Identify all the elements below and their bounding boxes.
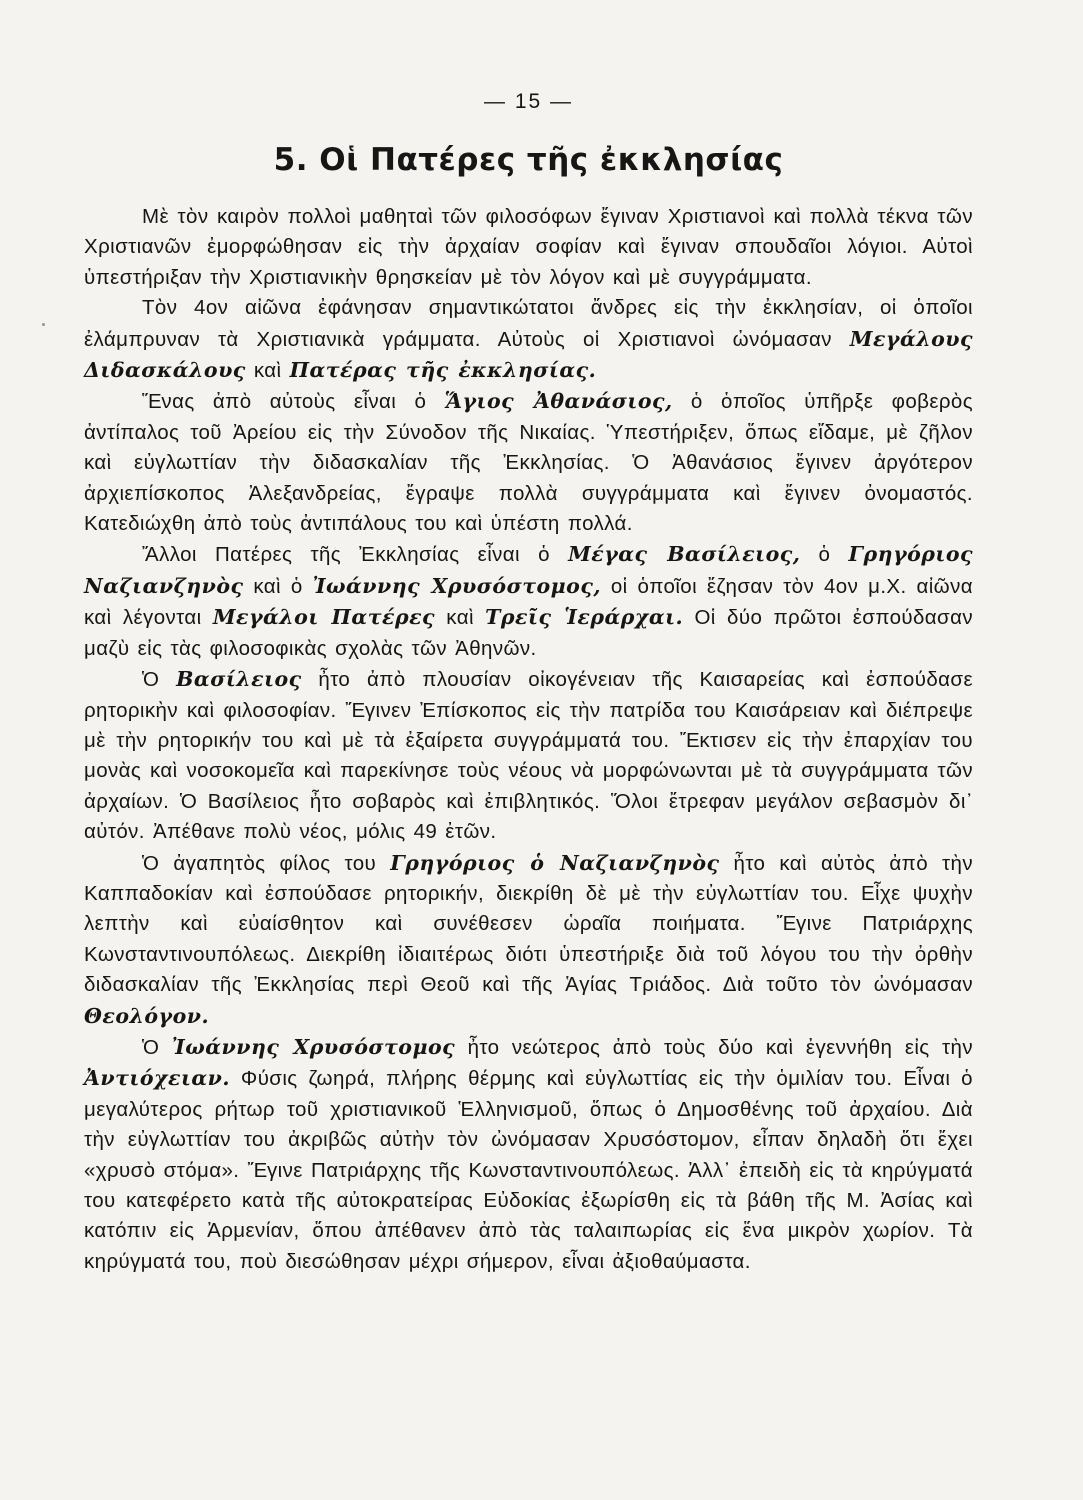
text-run: ὁ [800, 543, 849, 567]
text-run: καὶ [435, 606, 486, 630]
paragraph-athanasius [84, 386, 973, 539]
text-run: ἦτο καὶ αὐτὸς ἀπὸ τὴν Καππαδοκίαν καὶ ἐσπούδασε ρητορικήν, διεκρίθη δὲ μὲ τὴν εὐγλωττίαν του. Εἶχε ψυχὴν λεπτὴν καὶ εὐαίσθητον καὶ συνέθεσεν ὡραῖα ποιήματα. Ἔγινε Πατριάρχης Κωνσταντινουπόλεως. Διεκρίθη ἰδιαιτέρως διότι ὑπεστήριξε διὰ τοῦ λόγου του τὴν ὀρθὴν διδασκαλίαν τῆς Ἐκκλησίας περὶ Θεοῦ καὶ τῆς Ἁγίας Τριάδος. Διὰ τοῦτο τὸν ὠνόμασαν [84, 851, 973, 997]
text-run: ἦτο ἀπὸ πλουσίαν οἰκογένειαν τῆς Καισαρείας καὶ ἐσπούδασε ρητορικὴν καὶ φιλοσοφίαν. Ἔγινεν Ἐπίσκοπος εἰς τὴν πατρίδα του Καισάρειαν καὶ διέπρεψε μὲ τὴν ρητορικήν του καὶ μὲ τὰ ἐξαίρετα συγγράμματά του. Ἔκτισεν εἰς τὴν ἐπαρχίαν του μονὰς καὶ νοσοκομεῖα καὶ παρεκίνησε τοὺς νέους νὰ μορφώνωνται μὲ τὰ συγγράμματα τῶν ἀρχαίων. Ὁ Βασίλειος ἦτο σοβαρὸς καὶ ἐπιβλητικός. Ὅλοι ἔτρεφαν μεγάλον σεβασμὸν δι᾽ αὐτόν. Ἀπέθανε πολὺ νέος, μόλις 49 ἐτῶν. [84, 668, 973, 844]
paragraph-fourth-century [84, 293, 973, 386]
emphasis-great-teachers: Μεγάλους Διδασκάλους [84, 326, 973, 383]
chapter-title: 5. Οἱ Πατέρες τῆς ἐκκλησίας [273, 142, 784, 178]
paragraph-basil [84, 664, 973, 847]
paragraph-chrysostom [84, 1032, 973, 1277]
text-run: Οἱ δύο πρῶτοι ἐσπούδασαν μαζὺ εἰς τὰς φιλοσοφικὰς σχολὰς τῶν Ἀθηνῶν. [84, 606, 973, 660]
emphasis-three-hierarchs: Τρεῖς Ἱεράρχαι. [485, 605, 684, 630]
emphasis-saint-athanasius: Ἅγιος Ἀθανάσιος, [444, 389, 673, 414]
text-run: καὶ ὁ [243, 574, 313, 598]
emphasis-gregory: Γρηγόριος ὁ Ναζιανζηνὸς [390, 850, 720, 875]
paragraph-other-fathers [84, 539, 973, 664]
text-run: Ὁ ἀγαπητὸς φίλος του [142, 851, 391, 875]
text-run: Ἕνας ἀπὸ αὐτοὺς εἶναι ὁ [142, 390, 445, 414]
emphasis-basil: Βασίλειος [176, 667, 302, 692]
text-run: Ὁ [142, 1035, 172, 1059]
emphasis-basil-the-great: Μέγας Βασίλειος, [568, 542, 801, 567]
emphasis-church-fathers: Πατέρας τῆς ἐκκλησίας. [289, 358, 597, 383]
text-run: οἱ ὁποῖοι ἔζησαν τὸν 4ον μ.Χ. αἰῶνα καὶ λέγονται [84, 574, 973, 630]
paragraph-gregory [84, 848, 973, 1032]
text-run: καὶ [245, 359, 290, 383]
scan-speck [42, 323, 45, 326]
emphasis-gregory-nazianzen: Γρηγόριος Ναζιανζηνὸς [84, 542, 973, 598]
emphasis-theologian: Θεολόγον. [84, 1003, 210, 1028]
emphasis-great-fathers: Μεγάλοι Πατέρες [212, 605, 436, 630]
page-number: — 15 — [483, 90, 574, 113]
emphasis-john-chrysostom: Ἰωάννης Χρυσόστομος, [312, 573, 601, 598]
paragraph-intro: Μὲ τὸν καιρὸν πολλοὶ μαθηταὶ τῶν φιλοσόφων ἔγιναν Χριστιανοὶ καὶ πολλὰ τέκνα τῶν Χριστιανῶν ἐμορφώθησαν εἰς τὴν ἀρχαίαν σοφίαν καὶ ἔγιναν σπουδαῖοι λόγιοι. Αὐτοὶ ὑπεστήριξαν τὴν Χριστιανικὴν θρησκείαν μὲ τὸν λόγον καὶ μὲ συγγράμματα. [84, 205, 973, 289]
text-run: Ὁ [142, 668, 177, 692]
text-run: Φύσις ζωηρά, πλήρης θέρμης καὶ εὐγλωττίας εἰς τὴν ὁμιλίαν του. Εἶναι ὁ μεγαλύτερος ρήτωρ τοῦ χριστιανικοῦ Ἑλληνισμοῦ, ὅπως ὁ Δημοσθένης τοῦ ἀρχαίου. Διὰ τὴν εὐγλωττίαν του ἀκριβῶς αὐτὴν τὸν ὠνόμασαν Χρυσόστομον, εἶπαν δηλαδὴ ὅτι ἔχει «χρυσὸ στόμα». Ἔγινε Πατριάρχης τῆς Κωνσταντινουπόλεως. Ἀλλ᾽ ἐπειδὴ εἰς τὰ κηρύγματά του κατεφέρετο κατὰ τῆς αὐτοκρατείρας Εὐδοκίας ἐξωρίσθη εἰς τὰ βάθη τῆς Μ. Ἀσίας καὶ κατόπιν εἰς Ἀρμενίαν, ὅπου ἀπέθανεν ἀπὸ τὰς ταλαιπωρίας εἰς ἕνα μικρὸν χωρίον. Τὰ κηρύγματά του, ποὺ διεσώθησαν μέχρι σήμερον, εἶναι ἀξιοθαύμαστα. [84, 1067, 973, 1273]
text-run: Ἄλλοι Πατέρες τῆς Ἐκκλησίας εἶναι ὁ [142, 543, 569, 567]
chapter-body [84, 202, 973, 1277]
emphasis-antioch: Ἀντιόχειαν. [84, 1066, 231, 1091]
text-run: ἦτο νεώτερος ἀπὸ τοὺς δύο καὶ ἐγεννήθη εἰς τὴν [455, 1035, 973, 1059]
text-run: Τὸν 4ον αἰῶνα ἐφάνησαν σημαντικώτατοι ἄνδρες εἰς τὴν ἐκκλησίαν, οἱ ὁποῖοι ἐλάμπρυναν τὰ Χριστιανικὰ γράμματα. Αὐτοὺς οἱ Χριστιανοὶ ὠνόμασαν [84, 296, 973, 351]
text-run: ὁ ὁποῖος ὑπῆρξε φοβερὸς ἀντίπαλος τοῦ Ἀρείου εἰς τὴν Σύνοδον τῆς Νικαίας. Ὑπεστήριξεν, ὅπως εἴδαμε, μὲ ζῆλον καὶ εὐγλωττίαν τὴν διδασκαλίαν τῆς Ἐκκλησίας. Ὁ Ἀθανάσιος ἔγινεν ἀργότερον ἀρχιεπίσκοπος Ἀλεξανδρείας, ἔγραψε πολλὰ συγγράμματα καὶ ἔγινεν ὀνομαστός. Κατεδιώχθη ἀπὸ τοὺς ἀντιπάλους του καὶ ὑπέστη πολλά. [84, 390, 973, 536]
emphasis-chrysostom: Ἰωάννης Χρυσόστομος [171, 1034, 456, 1059]
